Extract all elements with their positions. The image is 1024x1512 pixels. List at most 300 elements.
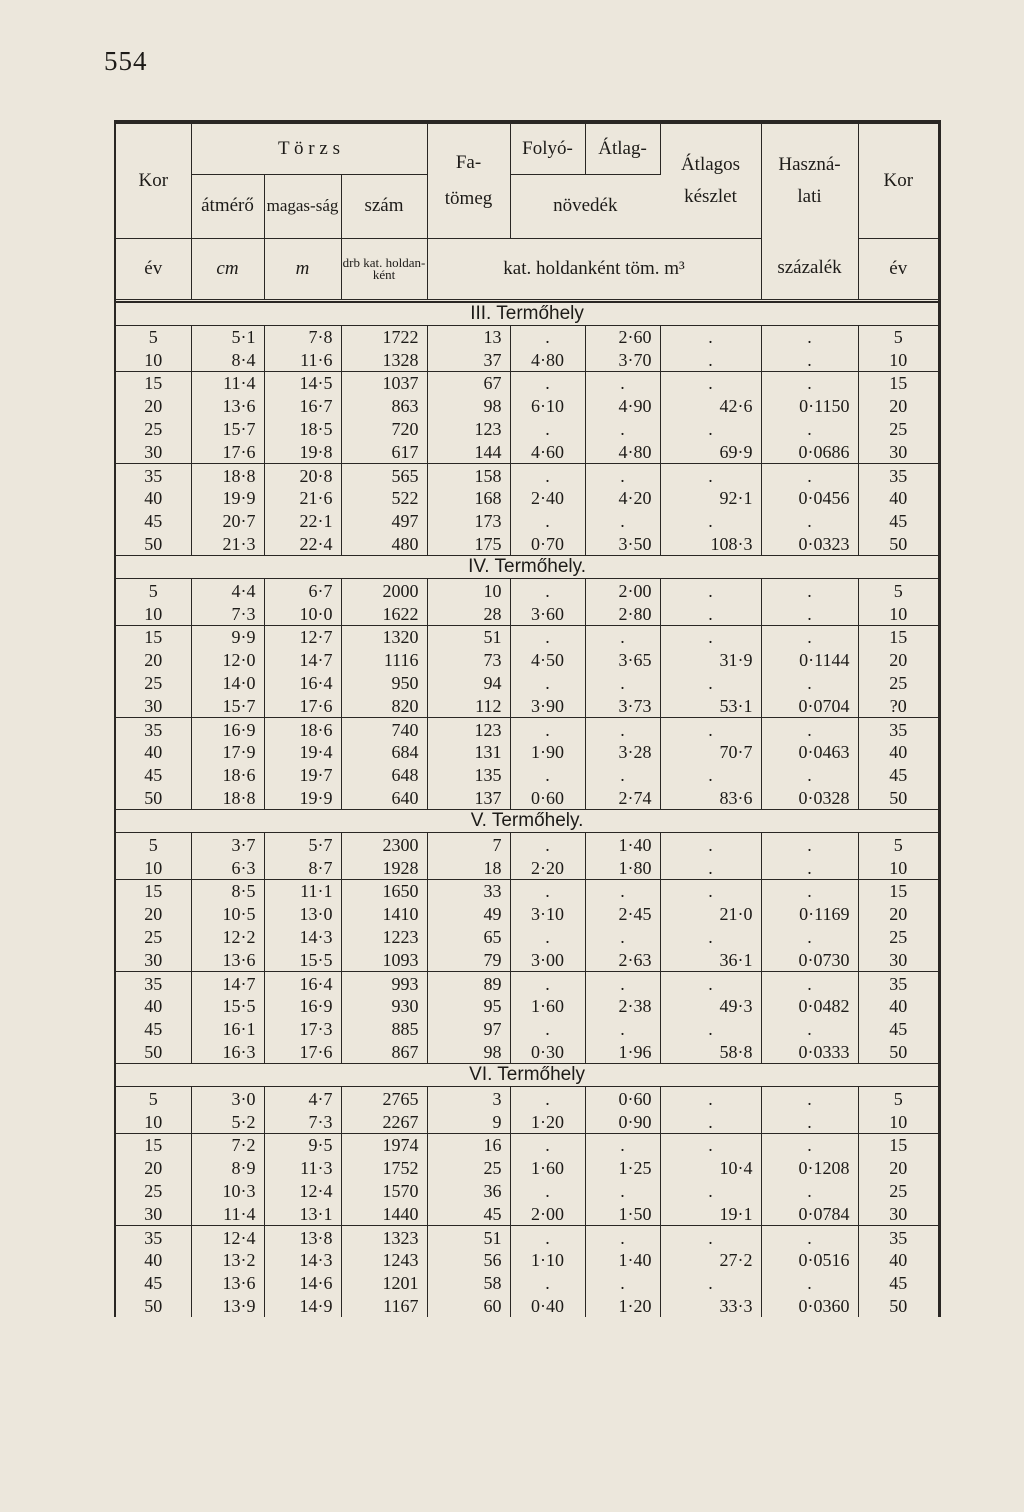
table-cell: .	[585, 880, 660, 903]
table-cell: 1167	[341, 1295, 427, 1318]
table-cell: .	[660, 833, 761, 856]
table-cell: .	[510, 1226, 585, 1249]
table-cell: 40	[889, 742, 908, 763]
table-cell: 25	[116, 926, 191, 949]
table-row	[116, 487, 938, 510]
table-cell: .	[510, 1087, 585, 1110]
table-cell: 1·60	[510, 1157, 585, 1180]
table-cell: 56	[427, 1249, 510, 1272]
table-cell: 21·6	[264, 487, 341, 510]
table-row	[116, 579, 938, 602]
table-cell: 14·5	[264, 372, 341, 395]
table-cell: 14·7	[191, 972, 264, 995]
section-title: III. Termőhely	[116, 302, 938, 325]
table-cell: 50	[889, 1042, 908, 1062]
table-cell: 0·0686	[761, 440, 858, 463]
header-atlagos-line1: Átlagos	[680, 153, 741, 175]
table-cell: .	[510, 1180, 585, 1203]
table-cell: .	[761, 1180, 858, 1203]
table-cell: 6·10	[510, 395, 585, 418]
table-cell: 1·10	[510, 1249, 585, 1272]
table-cell: 18·8	[191, 464, 264, 487]
table-cell: 158	[427, 464, 510, 487]
header-atlag: Átlag-	[585, 124, 660, 174]
table-cell: 18·6	[264, 718, 341, 741]
table-cell: 168	[427, 487, 510, 510]
table-cell: 2·40	[510, 487, 585, 510]
table-cell: .	[510, 626, 585, 649]
table-cell: 617	[341, 440, 427, 463]
table-cell: 13	[427, 325, 510, 348]
table-cell: 175	[427, 533, 510, 556]
table-cell: 30	[889, 441, 908, 462]
table-cell: 3·00	[510, 948, 585, 971]
table-cell: 0·1208	[761, 1157, 858, 1180]
header-novedek: növedék	[510, 174, 660, 238]
table-cell: 2·00	[510, 1202, 585, 1225]
table-cell: 0·0328	[761, 787, 858, 810]
table-cell: 30	[116, 694, 191, 717]
table-cell: 45	[889, 511, 908, 532]
table-cell: 16·9	[191, 718, 264, 741]
table-cell: 45	[116, 764, 191, 787]
table-cell: .	[510, 579, 585, 602]
header-kor: Kor	[116, 124, 191, 238]
table-cell: 15	[116, 626, 191, 649]
table-cell: 13·2	[191, 1249, 264, 1272]
table-cell: 135	[427, 764, 510, 787]
table-row	[116, 995, 938, 1018]
table-cell: 37	[427, 348, 510, 371]
table-cell: .	[660, 418, 761, 441]
table-cell: 1·90	[510, 741, 585, 764]
table-cell: .	[510, 926, 585, 949]
table-cell: 5	[893, 1088, 903, 1109]
table-cell: .	[585, 718, 660, 741]
table-cell: 2·74	[585, 787, 660, 810]
table-cell: 112	[427, 694, 510, 717]
table-cell: 19·4	[264, 741, 341, 764]
header-torzs: T ö r z s	[191, 124, 427, 174]
table-cell: 22·1	[264, 510, 341, 533]
table-cell: 18·8	[191, 787, 264, 810]
table-cell: 45	[889, 1273, 908, 1294]
table-cell: 11·4	[191, 1202, 264, 1225]
table-cell: 0·0730	[761, 948, 858, 971]
table-cell: 10·0	[264, 602, 341, 625]
table-cell: 11·4	[191, 372, 264, 395]
table-cell: 1323	[341, 1226, 427, 1249]
table-cell: 5	[893, 834, 903, 855]
table-cell: 40	[889, 996, 908, 1017]
table-cell: 50	[116, 1041, 191, 1064]
table-row	[116, 1087, 938, 1110]
table-row	[116, 856, 938, 879]
table-cell: 15·7	[191, 418, 264, 441]
table-row	[116, 672, 938, 695]
table-row	[116, 1272, 938, 1295]
table-cell: 35	[858, 1226, 938, 1249]
table-cell: 1570	[341, 1180, 427, 1203]
table-cell: 35	[858, 718, 938, 741]
body-table	[116, 302, 938, 1318]
table-cell: 13·6	[191, 948, 264, 971]
table-cell: 19·1	[660, 1202, 761, 1225]
table-cell: 9	[427, 1110, 510, 1133]
table-cell: 20	[889, 904, 908, 925]
table-cell: 2·80	[585, 602, 660, 625]
table-cell: 3	[427, 1087, 510, 1110]
table-cell: 7·3	[191, 602, 264, 625]
table-cell: 58	[427, 1272, 510, 1295]
table-cell: 930	[341, 995, 427, 1018]
table-cell: 49	[427, 903, 510, 926]
table-cell: 1·25	[585, 1157, 660, 1180]
section-title: VI. Termőhely	[116, 1064, 938, 1087]
table-row	[116, 948, 938, 971]
table-row	[116, 903, 938, 926]
table-cell: 16·1	[191, 1018, 264, 1041]
table-cell: 20	[889, 650, 908, 671]
table-row	[116, 741, 938, 764]
table-cell: .	[660, 972, 761, 995]
table-cell: 0·90	[585, 1110, 660, 1133]
table-cell: 11·6	[264, 348, 341, 371]
table-cell: 35	[116, 1226, 191, 1249]
table-cell: 173	[427, 510, 510, 533]
table-cell: ?0	[889, 695, 907, 716]
table-cell: 0·0704	[761, 694, 858, 717]
table-cell: 11·3	[264, 1157, 341, 1180]
table-cell: 2·60	[585, 325, 660, 348]
table-cell: 0·1150	[761, 395, 858, 418]
header-atlagos-line2: készlet	[684, 185, 737, 207]
table-cell: 19·8	[264, 440, 341, 463]
table-cell: 123	[427, 418, 510, 441]
table-cell: 2·63	[585, 948, 660, 971]
table-cell: 1201	[341, 1272, 427, 1295]
table-cell: 14·3	[264, 1249, 341, 1272]
table-cell: 993	[341, 972, 427, 995]
table-cell: 94	[427, 672, 510, 695]
header-fatomeg-line1: Fa-	[455, 151, 482, 173]
table-cell: .	[660, 672, 761, 695]
section-heading	[116, 556, 938, 579]
table-cell: 2·20	[510, 856, 585, 879]
table-cell: 3·73	[585, 694, 660, 717]
table-cell: .	[585, 510, 660, 533]
table-row	[116, 1110, 938, 1133]
table-cell: 2000	[341, 579, 427, 602]
table-cell: 30	[889, 1203, 908, 1224]
table-cell: .	[660, 510, 761, 533]
table-cell: 16·4	[264, 972, 341, 995]
table-cell: 3·70	[585, 348, 660, 371]
table-cell: 7·2	[191, 1134, 264, 1157]
table-cell: .	[761, 1134, 858, 1157]
page-number: 554	[104, 46, 148, 76]
table-cell: 45	[889, 765, 908, 786]
table-cell: 19·9	[191, 487, 264, 510]
table-cell: 3·50	[585, 533, 660, 556]
table-cell: 1223	[341, 926, 427, 949]
header-hasznalati-line2: lati	[797, 186, 822, 207]
table-cell: .	[761, 464, 858, 487]
table-row	[116, 787, 938, 810]
table-cell: 5	[116, 579, 191, 602]
table-row	[116, 372, 938, 395]
table-row	[116, 440, 938, 463]
table-cell: 17·6	[264, 694, 341, 717]
table-cell: 51	[427, 626, 510, 649]
table-cell: .	[761, 1110, 858, 1133]
header-hasznalati-line1: Haszná-	[778, 154, 841, 175]
table-cell: 2·38	[585, 995, 660, 1018]
table-cell: 14·0	[191, 672, 264, 695]
table-cell: 3·90	[510, 694, 585, 717]
table-row	[116, 510, 938, 533]
header-m: m	[264, 238, 341, 300]
table-cell: 12·7	[264, 626, 341, 649]
table-cell: 2267	[341, 1110, 427, 1133]
table-row	[116, 1295, 938, 1318]
table-cell: 4·90	[585, 395, 660, 418]
table-cell: .	[510, 325, 585, 348]
table-cell: 19·7	[264, 764, 341, 787]
table-cell: 17·6	[264, 1041, 341, 1064]
table-cell: 11·1	[264, 880, 341, 903]
table-cell: 73	[427, 649, 510, 672]
table-cell: .	[510, 764, 585, 787]
table-cell: .	[510, 833, 585, 856]
table-cell: 1116	[341, 649, 427, 672]
table-cell: .	[510, 1272, 585, 1295]
table-cell: 1320	[341, 626, 427, 649]
table-cell: .	[761, 718, 858, 741]
table-cell: .	[660, 856, 761, 879]
table-cell: 40	[116, 1249, 191, 1272]
table-row	[116, 880, 938, 903]
table-cell: 720	[341, 418, 427, 441]
table-cell: 522	[341, 487, 427, 510]
table-cell: 0·0784	[761, 1202, 858, 1225]
table-cell: 25	[889, 1180, 908, 1201]
table-cell: 0·70	[510, 533, 585, 556]
table-cell: .	[510, 1134, 585, 1157]
table-cell: 565	[341, 464, 427, 487]
table-cell: 144	[427, 440, 510, 463]
table-cell: .	[585, 1272, 660, 1295]
table-cell: 1622	[341, 602, 427, 625]
section-title: V. Termőhely.	[116, 810, 938, 833]
table-cell: 60	[427, 1295, 510, 1318]
table-cell: 3·28	[585, 741, 660, 764]
table-row	[116, 602, 938, 625]
table-cell: 8·4	[191, 348, 264, 371]
table-cell: .	[510, 372, 585, 395]
table-cell: .	[761, 1226, 858, 1249]
table-cell: 9·9	[191, 626, 264, 649]
table-row	[116, 718, 938, 741]
table-cell: 12·0	[191, 649, 264, 672]
table-cell: 20·7	[191, 510, 264, 533]
table-cell: 30	[116, 440, 191, 463]
table-cell: 10	[889, 857, 908, 878]
table-cell: 648	[341, 764, 427, 787]
table-cell: .	[660, 325, 761, 348]
table-cell: 16·4	[264, 672, 341, 695]
table-cell: 25	[116, 418, 191, 441]
table-cell: 1·20	[510, 1110, 585, 1133]
table-cell: .	[585, 1018, 660, 1041]
table-cell: 131	[427, 741, 510, 764]
table-cell: .	[585, 672, 660, 695]
table-cell: .	[761, 1087, 858, 1110]
header-hasznalati	[761, 124, 858, 238]
table-cell: 25	[889, 927, 908, 948]
table-cell: .	[585, 1226, 660, 1249]
table-cell: 45	[116, 510, 191, 533]
table-cell: 67	[427, 372, 510, 395]
table-cell: 4·4	[191, 579, 264, 602]
table-cell: 3·10	[510, 903, 585, 926]
table-cell: .	[585, 764, 660, 787]
table-cell: .	[761, 1018, 858, 1041]
table-cell: 33	[427, 880, 510, 903]
table-cell: 5	[116, 325, 191, 348]
table-cell: .	[585, 1180, 660, 1203]
table-cell: 0·0360	[761, 1295, 858, 1318]
table-cell: 35	[116, 972, 191, 995]
table-cell: 740	[341, 718, 427, 741]
table-cell: 5	[116, 833, 191, 856]
table-cell: 92·1	[660, 487, 761, 510]
table-row	[116, 1041, 938, 1064]
table-cell: 1928	[341, 856, 427, 879]
table-cell: 137	[427, 787, 510, 810]
table-cell: 45	[427, 1202, 510, 1225]
table-cell: 1722	[341, 325, 427, 348]
table-cell: 497	[341, 510, 427, 533]
table-row	[116, 764, 938, 787]
table-cell: 30	[889, 949, 908, 970]
table-cell: 51	[427, 1226, 510, 1249]
table-cell: 20·8	[264, 464, 341, 487]
table-cell: .	[660, 718, 761, 741]
table-cell: 6·3	[191, 856, 264, 879]
table-cell: 40	[116, 487, 191, 510]
table-cell: 13·9	[191, 1295, 264, 1318]
table-cell: 1·40	[585, 833, 660, 856]
table-cell: 95	[427, 995, 510, 1018]
table-cell: 65	[427, 926, 510, 949]
table-cell: .	[761, 880, 858, 903]
table-cell: 640	[341, 787, 427, 810]
table-cell: 15·7	[191, 694, 264, 717]
table-cell: 867	[341, 1041, 427, 1064]
table-cell: 1650	[341, 880, 427, 903]
header-cm: cm	[191, 238, 264, 300]
header-ev: év	[116, 238, 191, 300]
table-cell: 50	[889, 788, 908, 809]
table-cell: 20	[116, 395, 191, 418]
table-cell: .	[660, 626, 761, 649]
table-cell: .	[660, 1226, 761, 1249]
table-cell: 25	[889, 673, 908, 694]
table-cell: 89	[427, 972, 510, 995]
table-cell: .	[585, 464, 660, 487]
table-cell: 108·3	[660, 533, 761, 556]
table-cell: 15	[858, 880, 938, 903]
table-cell: 18·5	[264, 418, 341, 441]
table-cell: .	[761, 972, 858, 995]
table-cell: 40	[889, 488, 908, 509]
table-cell: 13·0	[264, 903, 341, 926]
table-cell: 4·20	[585, 487, 660, 510]
table-cell: .	[761, 418, 858, 441]
header-drb: drb kat. holdan-ként	[341, 238, 427, 300]
header-atlagos-keszlet	[660, 124, 761, 238]
table-cell: 5·7	[264, 833, 341, 856]
table-cell: 10·3	[191, 1180, 264, 1203]
table-cell: 14·6	[264, 1272, 341, 1295]
table-cell: .	[585, 418, 660, 441]
table-row	[116, 395, 938, 418]
table-cell: 15	[116, 1134, 191, 1157]
table-cell: 950	[341, 672, 427, 695]
table-cell: 1440	[341, 1202, 427, 1225]
table-cell: 1·40	[585, 1249, 660, 1272]
table-cell: 10	[116, 348, 191, 371]
table-cell: 15·5	[264, 948, 341, 971]
table-cell: 25	[116, 1180, 191, 1203]
table-cell: 12·4	[264, 1180, 341, 1203]
table-cell: 20	[889, 396, 908, 417]
header-atmero: átmérő	[191, 174, 264, 238]
header-folyo: Folyó-	[510, 124, 585, 174]
table-cell: .	[510, 418, 585, 441]
table-cell: 4·60	[510, 440, 585, 463]
table-cell: 2·00	[585, 579, 660, 602]
table-cell: 1752	[341, 1157, 427, 1180]
table-cell: .	[660, 372, 761, 395]
table-cell: 14·7	[264, 649, 341, 672]
table-row	[116, 1157, 938, 1180]
table-cell: .	[660, 1180, 761, 1203]
table-cell: 7·8	[264, 325, 341, 348]
table-cell: .	[660, 1018, 761, 1041]
table-cell: .	[761, 926, 858, 949]
table-cell: .	[761, 579, 858, 602]
table-cell: 16·3	[191, 1041, 264, 1064]
table-cell: 1974	[341, 1134, 427, 1157]
table-cell: 0·60	[510, 787, 585, 810]
table-cell: .	[660, 464, 761, 487]
table-cell: .	[761, 372, 858, 395]
table-row	[116, 325, 938, 348]
table-cell: 10	[116, 856, 191, 879]
header-magassag: magas-ság	[264, 174, 341, 238]
table-cell: 97	[427, 1018, 510, 1041]
table-cell: 10	[889, 1111, 908, 1132]
table-cell: .	[585, 1134, 660, 1157]
table-cell: 13·1	[264, 1202, 341, 1225]
table-cell: .	[510, 972, 585, 995]
table-cell: .	[660, 602, 761, 625]
table-row	[116, 348, 938, 371]
header-fatomeg-line2: tömeg	[444, 187, 493, 209]
table-cell: 50	[116, 1295, 191, 1318]
